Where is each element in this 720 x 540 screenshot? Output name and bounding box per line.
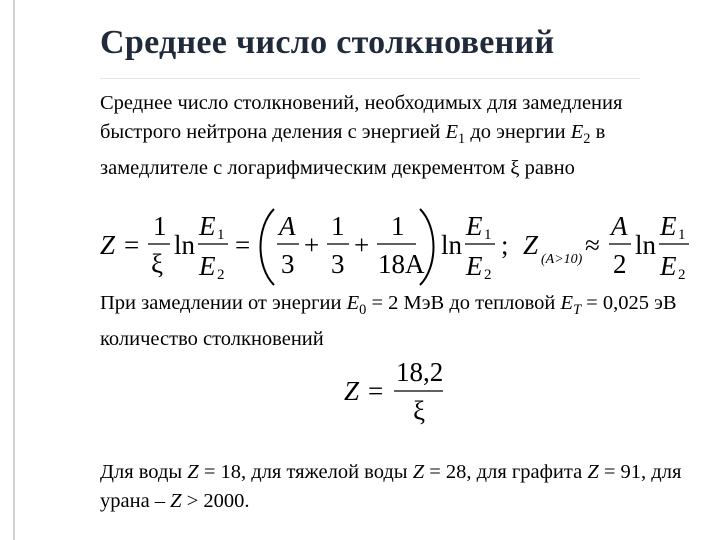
formula-Z-approx: Z [523,230,539,260]
values-text-1: Для воды [100,461,188,483]
ln-2: ln [441,230,463,260]
frac8-E-den: E [660,251,677,281]
var-Z-uranium: Z [170,490,182,512]
result-denominator: ξ [413,396,426,426]
frac8-sub2: 2 [678,267,686,283]
values-text-2: = 18, для тяжелой воды [198,461,413,483]
frac1-numerator: 1 [153,211,167,241]
var-Z-water: Z [187,461,199,483]
energy-text-1: При замедлении от энергии [100,292,347,314]
frac8-E: E [660,211,677,241]
intro-text-1: Среднее число столкновений, необходимых для замедления быстрого нейтрона деления с энергией [100,92,623,143]
formula-condition: (A>10) [541,252,583,267]
frac5-one: 1 [391,211,405,241]
frac6-E: E [466,211,483,241]
formula-equals-2: = [235,230,251,260]
frac6-E-den: E [466,251,483,281]
var-E2: E [570,121,584,143]
frac2-E: E [199,211,216,241]
ln-3: ln [635,230,657,260]
var-Z-graphite: Z [587,461,599,483]
ln-1: ln [174,230,196,260]
frac1-denominator: ξ [151,249,164,279]
frac7-A: A [611,211,628,241]
frac2-sub1: 1 [217,227,225,243]
frac5-18A: 18A [378,249,425,279]
semicolon: ; [501,230,509,260]
slide-border-line [13,0,15,540]
paragraph-intro [100,89,695,183]
values-text-4: = 91, для урана – [100,461,682,512]
values-text-5: > 2000. [181,490,250,512]
formula-z-result [340,357,450,437]
result-Z: Z [344,376,360,406]
var-Z-heavy-water: Z [412,461,425,483]
title-divider [100,78,640,79]
frac6-sub2: 2 [484,267,492,283]
frac2-sub2: 2 [217,267,225,283]
paragraph-values [100,458,695,516]
frac7-two: 2 [613,249,627,279]
intro-text-2: до энергии [465,121,571,143]
formula-Z: Z [100,230,116,260]
paragraph-energy [100,289,695,354]
approx-sign: ≈ [585,230,600,260]
result-equals: = [368,376,384,406]
plus-1: + [304,230,320,260]
var-ET: E [560,292,574,314]
sub-ET: T [573,302,582,319]
frac6-sub1: 1 [484,227,492,243]
sub-E2: 2 [583,131,591,148]
frac4-one: 1 [331,211,345,241]
frac3-A: A [279,211,296,241]
paren-left [261,209,275,285]
frac4-three: 3 [331,249,345,279]
frac2-E-den: E [199,251,216,281]
values-text-3: = 28, для графита [424,461,588,483]
formula-equals: = [124,230,140,260]
sub-E0: 0 [359,302,367,319]
frac3-three: 3 [281,249,295,279]
var-E0: E [346,292,360,314]
result-numerator: 18,2 [396,357,444,387]
formula-collision-number [98,205,698,287]
intro-text-3: в замедлителе с логарифмическим декрементом ξ равно [100,121,606,180]
plus-2: + [354,230,370,260]
sub-E1: 1 [458,131,466,148]
slide-title: Среднее число столкновений [100,24,555,61]
energy-text-2: = 2 МэВ до тепловой [366,292,561,314]
frac8-sub1: 1 [678,227,686,243]
energy-text-3: = 0,025 эВ количество столкновений [100,292,677,351]
var-E1: E [445,121,459,143]
